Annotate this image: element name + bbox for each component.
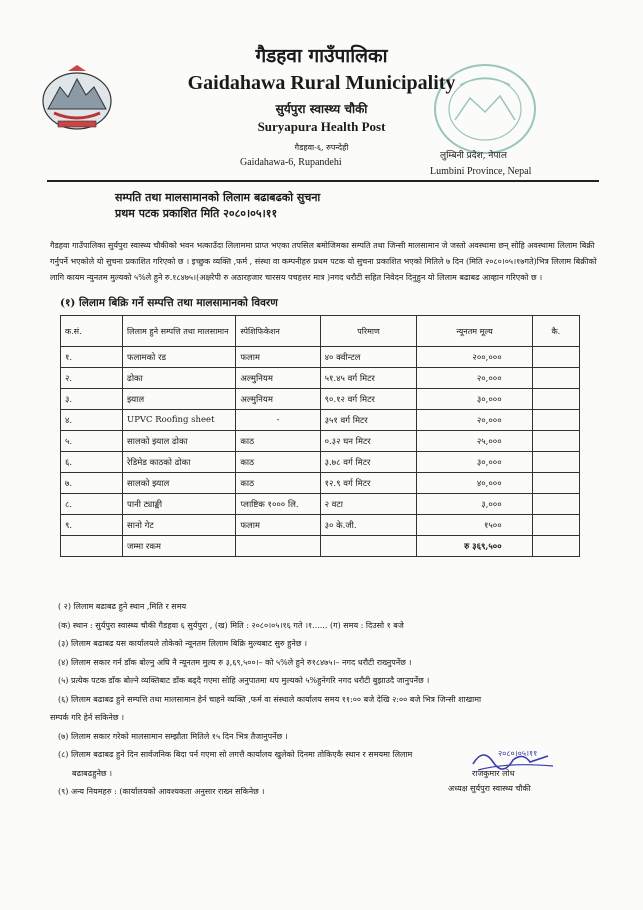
- cell-remarks: [532, 347, 579, 368]
- cell-spec: अल्मुनियम: [236, 368, 320, 389]
- cell-price: २५,०००: [417, 431, 532, 452]
- table-header-row: [61, 316, 580, 347]
- cell-spec: -: [236, 410, 320, 431]
- cell-item: झ्याल: [123, 389, 236, 410]
- col-quantity: परिमाण: [320, 316, 417, 347]
- address-en: Gaidahawa-6, Rupandehi: [240, 157, 342, 168]
- cell-spec: काठ: [236, 473, 320, 494]
- cell-serial: ६.: [61, 452, 123, 473]
- table-row: [61, 494, 580, 515]
- cell-item: ढोका: [123, 368, 236, 389]
- table-row: [61, 431, 580, 452]
- cell-spec: फलाम: [236, 515, 320, 536]
- cell-serial: ३.: [61, 389, 123, 410]
- cell-item: सालको झ्याल: [123, 473, 236, 494]
- cell-quantity: ५१.४५ वर्ग मिटर: [320, 368, 417, 389]
- col-item: लिलाम हुने सम्पत्ति तथा मालसामान: [123, 316, 236, 347]
- cell-serial: ४.: [61, 410, 123, 431]
- cell-empty: [320, 536, 417, 557]
- cell-serial: ७.: [61, 473, 123, 494]
- cell-remarks: [532, 368, 579, 389]
- table-total-row: [61, 536, 580, 557]
- office-name-en: Suryapura Health Post: [257, 119, 386, 134]
- term-line: (क) स्थान : सुर्यपुरा स्वास्थ्य चौकी गैडहवा ६ सुर्यपुरा , (ख) मिति : २०८०।०५।१६ गते ।१...... (ग) समय : दिउसो १ बजे: [58, 620, 404, 630]
- term-line: (९) अन्य नियमहरु : (कार्यालयको आवश्यकता अनुसार राख्न सकिनेछ ।: [58, 787, 265, 796]
- cell-remarks: [532, 494, 579, 515]
- table-row: [61, 389, 580, 410]
- col-serial: क.सं.: [61, 316, 123, 347]
- cell-empty: [236, 536, 320, 557]
- cell-price: २०,०००: [417, 410, 532, 431]
- header-divider: [47, 180, 599, 182]
- term-line: ( २) लिलाम बढाबढ हुने स्थान ,मिति र समय: [58, 602, 187, 611]
- cell-spec: फलाम: [236, 347, 320, 368]
- cell-remarks: [532, 410, 579, 431]
- cell-item: फलामको रड: [123, 347, 236, 368]
- term-line: (३) लिलाम बढाबढ यस कार्यालयले तोकेको न्यूनतम लिलाम बिक्रि मुल्यबाट सुरु हुनेछ ।: [58, 639, 308, 648]
- cell-item: पानी ट्याङ्की: [123, 494, 236, 515]
- cell-quantity: ०.३२ घन मिटर: [320, 431, 417, 452]
- cell-quantity: ३.७८ वर्ग मिटर: [320, 452, 417, 473]
- cell-spec: काठ: [236, 431, 320, 452]
- cell-remarks: [532, 515, 579, 536]
- province-np: लुम्बिनी प्रदेश, नेपाल: [440, 151, 507, 161]
- notice-body: गैडहवा गाउँपालिका सुर्यपुरा स्वास्थ्य चौकीको भवन भत्काउँदा लिलाममा प्राप्त भएका तपसिल बमोजिमका सम्पति तथा जिन्सी मालसामान जे जस्तो अवस्थामा छन् सोहि अवस्थामा लिलाम बिक्री गर्नुपर्ने भएकोले यो सुचना प्रकाशित गरिएको छ । इच्छुक व्यक्ति ,फर्म , संस्था वा कम्पनीहरु प्रथम पटक यो सुचना प्रकाशित भएको मितिले ७ दिन (मिति २०८०।०५।१७गते)भित्र लिलाम बिक्रीको लागि कायम न्युनतम मुल्यको ५%ले हुने रु.१८४७५।(अक्षरेपी रु अठारहजार चारसय पचहत्तर मात्र )नगद धरौटी सहित निवेदन दिनुहुन यो लिलाम बढाबढ आव्हान गरिएको छ ।: [50, 241, 597, 282]
- cell-remarks: [532, 452, 579, 473]
- cell-item: UPVC Roofing sheet: [123, 410, 236, 431]
- office-name-np: सुर्यपुरा स्वास्थ्य चौकी: [275, 102, 368, 116]
- table-row: [61, 473, 580, 494]
- cell-price: ३,०००: [417, 494, 532, 515]
- cell-quantity: १२.९ वर्ग मिटर: [320, 473, 417, 494]
- cell-price: ४०,०००: [417, 473, 532, 494]
- cell-serial: ५.: [61, 431, 123, 452]
- term-line: (४) लिलाम सकार गर्न डाँक बोल्नु अघि नै न्यूनतम मुल्य रु ३,६९,५००।– को ५%ले हुने रु१८४७५।– नगद धरौटी राख्नुपर्नेछ ।: [58, 657, 412, 667]
- cell-serial: १.: [61, 347, 123, 368]
- address-np: गैडहवा-६, रुपन्देही: [294, 143, 349, 152]
- cell-remarks: [532, 473, 579, 494]
- cell-empty: [61, 536, 123, 557]
- table-row: [61, 410, 580, 431]
- total-label: जम्मा रकम: [123, 536, 236, 557]
- term-line: (८) लिलाम बढाबढ हुने दिन सार्वजनिक बिदा पर्न गएमा सो लगत्तै कार्यालय खुलेको दिनमा तोकिएकै स्थान र समयमा लिलाम: [58, 750, 413, 759]
- term-line: (६) लिलाम बढाबढ हुने सम्पत्ति तथा मालसामान हेर्न चाहने व्यक्ति ,फर्म वा संस्थाले कार्यालय समय ११:०० बजे देखि २:०० बजे भित्र जिन्सी शाखामा: [58, 694, 482, 704]
- term-line: (५) प्रत्येक पटक डाँक बोल्ने व्यक्तिबाट डाँक बढ्दै गएमा सोहि अनुपातमा थप मुल्यको ५%हुनेगरि नगद धरौटी बुझाउदै जानुपर्नेछ ।: [58, 676, 430, 685]
- cell-item: सालको झ्याल ढोका: [123, 431, 236, 452]
- cell-empty: [532, 536, 579, 557]
- table-row: [61, 347, 580, 368]
- province-en: Lumbini Province, Nepal: [430, 166, 532, 177]
- items-table: [60, 315, 580, 557]
- notice-subtitle: प्रथम पटक प्रकाशित मिति २०८०।०५।११: [115, 207, 278, 220]
- cell-serial: ९.: [61, 515, 123, 536]
- municipality-name-np: गैडहवा गाउँपालिका: [255, 45, 388, 67]
- cell-price: ३०,०००: [417, 389, 532, 410]
- table-row: [61, 452, 580, 473]
- municipality-name-en: Gaidahawa Rural Municipality: [187, 72, 456, 94]
- col-remarks: कै.: [532, 316, 579, 347]
- cell-serial: २.: [61, 368, 123, 389]
- term-line: सम्पर्क गरि हेर्न सकिनेछ ।: [50, 713, 125, 722]
- term-line: (७) लिलाम सकार गरेको मालसामान सम्झौता मितिले १५ दिन भित्र तैजानुपर्नेछ ।: [58, 731, 288, 741]
- notice-title: सम्पति तथा मालसामानको लिलाम बढाबढको सुचना: [115, 191, 321, 204]
- table-row: [61, 515, 580, 536]
- signatory-title: अध्यक्ष सुर्यपुरा स्वास्थ्य चौकी: [448, 784, 531, 793]
- cell-spec: काठ: [236, 452, 320, 473]
- cell-quantity: २ वटा: [320, 494, 417, 515]
- cell-price: २००,०००: [417, 347, 532, 368]
- total-value: रु ३६९,५००: [417, 536, 532, 557]
- cell-spec: अल्मुनियम: [236, 389, 320, 410]
- cell-item: सानो गेट: [123, 515, 236, 536]
- cell-price: ३०,०००: [417, 452, 532, 473]
- term-line: बढाबढहुनेछ ।: [72, 768, 113, 778]
- cell-quantity: ३५१ वर्ग मिटर: [320, 410, 417, 431]
- cell-quantity: ३० के.जी.: [320, 515, 417, 536]
- signatory-name: राजकुमार लोध: [472, 769, 515, 778]
- col-spec: स्पेशिफिकेशन: [236, 316, 320, 347]
- cell-quantity: ९०.१२ वर्ग मिटर: [320, 389, 417, 410]
- cell-remarks: [532, 431, 579, 452]
- cell-remarks: [532, 389, 579, 410]
- cell-item: रेडिमेड काठको ढोका: [123, 452, 236, 473]
- cell-serial: ८.: [61, 494, 123, 515]
- col-min-price: न्यूनतम मूल्य: [417, 316, 532, 347]
- cell-quantity: ४० क्वीन्टल: [320, 347, 417, 368]
- table-row: [61, 368, 580, 389]
- cell-spec: प्लाष्टिक १००० लि.: [236, 494, 320, 515]
- section-title: (१) लिलाम बिक्रि गर्ने सम्पत्ति तथा मालसामानको विवरण: [60, 297, 278, 309]
- cell-price: १५००: [417, 515, 532, 536]
- cell-price: २०,०००: [417, 368, 532, 389]
- signature-date: २०८०।०५।११: [498, 749, 538, 758]
